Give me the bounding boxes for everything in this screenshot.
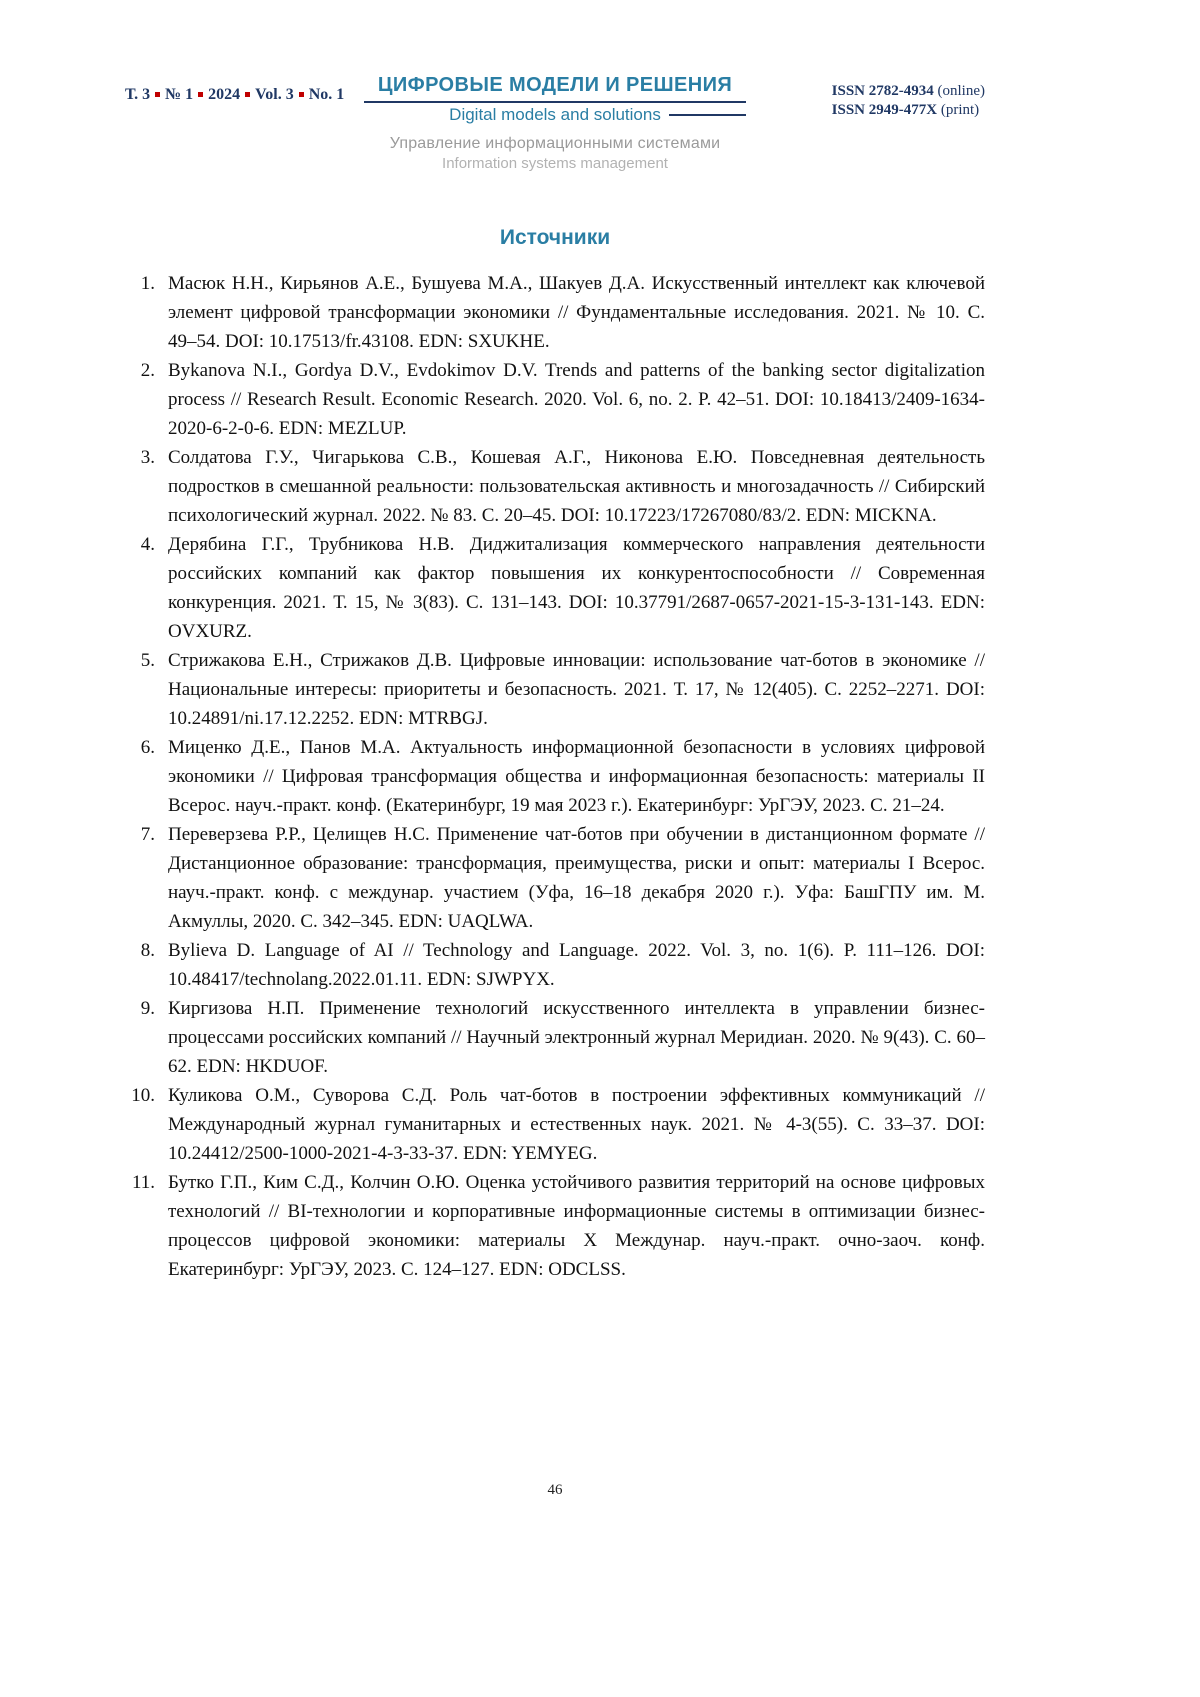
issue-volume-en: Vol. 3 bbox=[255, 86, 294, 103]
reference-item bbox=[125, 733, 985, 820]
reference-text: Миценко Д.Е., Панов М.А. Актуальность информационной безопасности в условиях цифровой экономики // Цифровая трансформация общества и информационная безопасность: материалы II Всерос. науч.-практ. конф. (Екатеринбург, 19 мая 2023 г.). Екатеринбург: УрГЭУ, 2023. С. 21–24. bbox=[168, 737, 985, 816]
journal-title-ru: ЦИФРОВЫЕ МОДЕЛИ И РЕШЕНИЯ bbox=[377, 74, 733, 96]
reference-item bbox=[125, 1168, 985, 1284]
reference-text: Переверзева Р.Р., Целищев Н.С. Применение чат-ботов при обучении в дистанционном формате // Дистанционное образование: трансформация, преимущества, риски и опыт: материалы I Всерос. науч.-практ. конф. с междунар. участием (Уфа, 16–18 декабря 2020 г.). Уфа: БашГПУ им. М. Акмуллы, 2020. С. 342–345. EDN: UAQLWA. bbox=[168, 824, 985, 932]
issn-print-suffix: (print) bbox=[940, 102, 980, 118]
red-square-separator bbox=[155, 92, 160, 97]
section-title-ru: Управление информационными системами bbox=[389, 135, 721, 152]
page-number: 46 bbox=[547, 1482, 563, 1498]
reference-text: Bykanova N.I., Gordya D.V., Evdokimov D.V. Trends and patterns of the banking sector digitalization process // Research Result. Economic Research. 2020. Vol. 6, no. 2. P. 42–51. DOI: 10.18413/2409-1634-2020-6-2-0-6. EDN: MEZLUP. bbox=[168, 360, 985, 439]
reference-text: Куликова О.М., Суворова С.Д. Роль чат-ботов в построении эффективных коммуникаций // Международный журнал гуманитарных и естественных наук. 2021. № 4-3(55). С. 33–37. DOI: 10.24412/2500-1000-2021-4-3-33-37. EDN: YEMYEG. bbox=[168, 1085, 985, 1164]
reference-number: 3. bbox=[140, 447, 155, 468]
page-header bbox=[125, 0, 985, 145]
journal-title-en-row bbox=[364, 105, 746, 125]
issn-online-line bbox=[832, 82, 985, 101]
issue-volume-ru: Т. 3 bbox=[125, 86, 151, 103]
main-content bbox=[125, 226, 985, 1284]
reference-text: Bylieva D. Language of AI // Technology and Language. 2022. Vol. 3, no. 1(6). P. 111–126. DOI: 10.48417/technolang.2022.01.11. EDN: SJWPYX. bbox=[168, 940, 985, 990]
journal-title-en: Digital models and solutions bbox=[449, 105, 661, 124]
reference-item bbox=[125, 356, 985, 443]
issue-info bbox=[125, 80, 344, 104]
red-square-separator bbox=[198, 92, 203, 97]
reference-number: 2. bbox=[140, 360, 155, 381]
reference-number: 7. bbox=[140, 824, 155, 845]
reference-number: 5. bbox=[140, 650, 155, 671]
reference-number: 1. bbox=[140, 273, 155, 294]
reference-number: 9. bbox=[140, 998, 155, 1019]
reference-item bbox=[125, 269, 985, 356]
reference-item bbox=[125, 443, 985, 530]
subtitle-rule bbox=[669, 114, 746, 116]
reference-text: Дерябина Г.Г., Трубникова Н.В. Диджитализация коммерческого направления деятельности российских компаний как фактор повышения их конкурентоспособности // Современная конкуренция. 2021. Т. 15, № 3(83). С. 131–143. DOI: 10.37791/2687-0657-2021-15-3-131-143. EDN: OVXURZ. bbox=[168, 534, 985, 642]
red-square-separator bbox=[245, 92, 250, 97]
issn-block bbox=[832, 80, 985, 120]
reference-text: Стрижакова Е.Н., Стрижаков Д.В. Цифровые инновации: использование чат-ботов в экономике // Национальные интересы: приоритеты и безопасность. 2021. Т. 17, № 12(405). С. 2252–2271. DOI: 10.24891/ni.17.12.2252. EDN: MTRBGJ. bbox=[168, 650, 985, 729]
reference-item bbox=[125, 820, 985, 936]
journal-title-block bbox=[364, 74, 746, 125]
reference-number: 4. bbox=[140, 534, 155, 555]
sources-heading: Источники bbox=[499, 226, 611, 249]
section-title-en: Information systems management bbox=[442, 155, 668, 172]
reference-item bbox=[125, 530, 985, 646]
issue-number-en: No. 1 bbox=[308, 86, 345, 103]
issue-year: 2024 bbox=[208, 86, 241, 103]
reference-text: Солдатова Г.У., Чигарькова С.В., Кошевая А.Г., Никонова Е.Ю. Повседневная деятельность подростков в смешанной реальности: пользовательская активность и многозадачность // Сибирский психологический журнал. 2022. № 83. С. 20–45. DOI: 10.17223/17267080/83/2. EDN: MICKNA. bbox=[168, 447, 985, 526]
issn-online-suffix: (online) bbox=[937, 83, 985, 99]
issn-online-number: ISSN 2782-4934 bbox=[831, 83, 934, 99]
reference-item bbox=[125, 646, 985, 733]
issn-print-line bbox=[832, 101, 985, 120]
reference-text: Киргизова Н.П. Применение технологий искусственного интеллекта в управлении бизнес-процессами российских компаний // Научный электронный журнал Меридиан. 2020. № 9(43). С. 60–62. EDN: HKDUOF. bbox=[168, 998, 985, 1077]
reference-number: 10. bbox=[131, 1085, 155, 1106]
reference-text: Бутко Г.П., Ким С.Д., Колчин О.Ю. Оценка устойчивого развития территорий на основе цифровых технологий // BI-технологии и корпоративные информационные системы в оптимизации бизнес-процессов цифровой экономики: материалы X Междунар. науч.-практ. очно-заоч. конф. Екатеринбург: УрГЭУ, 2023. С. 124–127. EDN: ODCLSS. bbox=[168, 1172, 985, 1280]
reference-number: 6. bbox=[140, 737, 155, 758]
red-square-separator bbox=[299, 92, 304, 97]
reference-text: Масюк Н.Н., Кирьянов А.Е., Бушуева М.А., Шакуев Д.А. Искусственный интеллект как ключевой элемент цифровой трансформации экономики // Фундаментальные исследования. 2021. № 10. С. 49–54. DOI: 10.17513/fr.43108. EDN: SXUKHE. bbox=[168, 273, 985, 352]
reference-item bbox=[125, 936, 985, 994]
reference-number: 11. bbox=[131, 1172, 155, 1193]
reference-item bbox=[125, 1081, 985, 1168]
issue-number-ru: № 1 bbox=[165, 86, 194, 103]
reference-number: 8. bbox=[140, 940, 155, 961]
issn-print-number: ISSN 2949-477X bbox=[831, 102, 938, 118]
references-list bbox=[125, 269, 985, 1284]
title-rule bbox=[364, 101, 746, 103]
reference-item bbox=[125, 994, 985, 1081]
content-column bbox=[125, 0, 985, 1284]
